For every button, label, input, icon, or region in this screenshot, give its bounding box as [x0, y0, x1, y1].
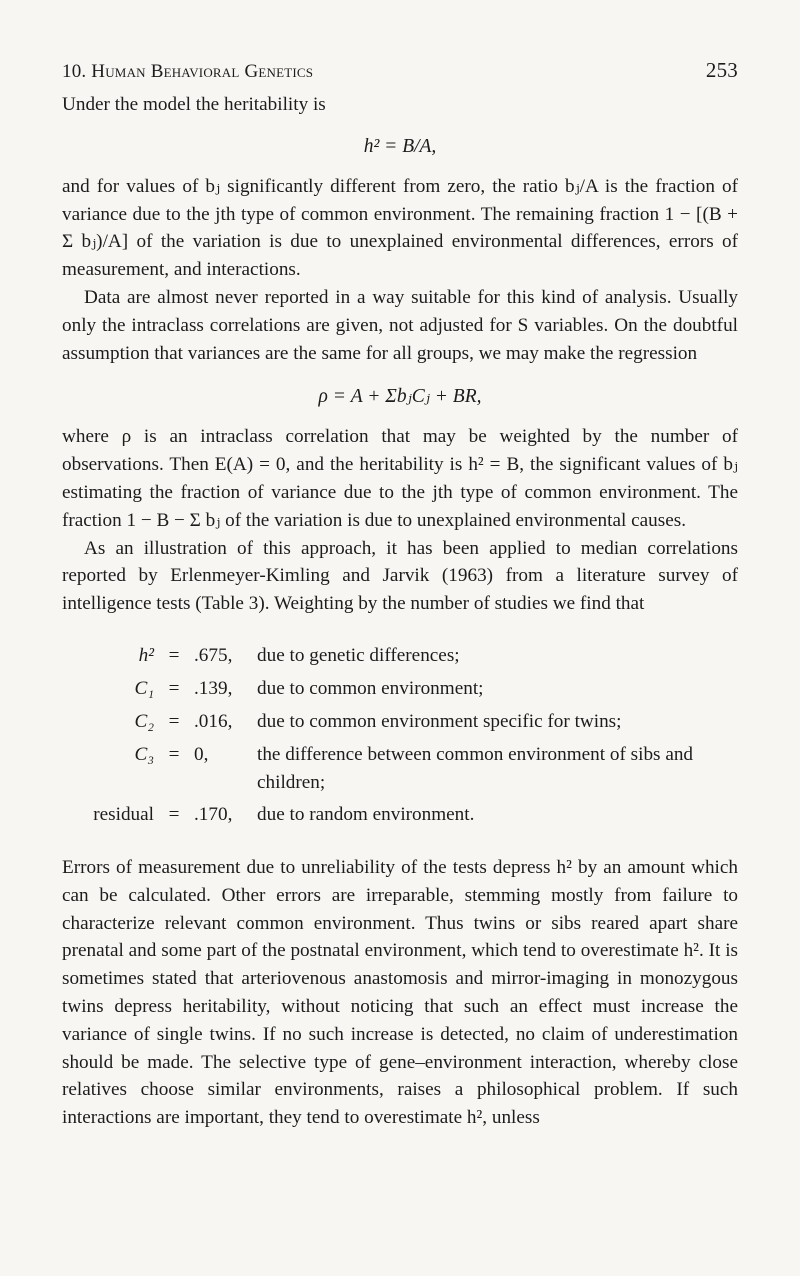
equals-sign: = — [168, 677, 180, 699]
regression-equation: ρ = A + ΣbⱼCⱼ + BR, — [318, 386, 482, 408]
result-value: .675, — [194, 644, 233, 666]
result-description: the difference between common environment of sibs and children; — [257, 743, 694, 793]
equals-sign: = — [168, 743, 180, 765]
result-row — [62, 642, 737, 675]
page-header — [62, 58, 738, 83]
result-description: due to common environment specific for twins; — [257, 710, 622, 732]
equals-sign: = — [168, 644, 180, 666]
result-value: 0, — [194, 743, 209, 765]
result-value: .139, — [194, 677, 233, 699]
paragraph-fraction-variance: and for values of bⱼ significantly different from zero, the ratio bⱼ/A is the fraction of variance due to the jth type of common environment. The remaining fraction 1 − [(B + Σ bⱼ)/A] of the variation is due to unexplained environmental differences, errors of measurement, and interactions. — [62, 175, 738, 281]
page-number: 253 — [705, 58, 738, 82]
result-label: residual — [93, 803, 154, 825]
intro-line: Under the model the heritability is — [62, 94, 326, 115]
result-description: due to common environment; — [257, 677, 484, 699]
equals-sign: = — [168, 710, 180, 732]
paragraph-errors-of-measurement: Errors of measurement due to unreliability of the tests depress h² by an amount which can be calculated. Other errors are irreparable, stemming mostly from failure to characterize relevant common environment. Thus twins or sibs reared apart share prenatal and some part of the postnatal environment, which tend to overestimate h². It is sometimes stated that arteriovenous anastomosis and mirror-imaging in monozygous twins depress heritability, without noticing that such an effect must increase the variance of single twins. If no such increase is detected, no claim of underestimation should be made. The selective type of gene–environment interaction, whereby close relatives choose similar environments, raises a philosophical problem. If such interactions are important, they tend to overestimate h², unless — [62, 856, 738, 1129]
result-description: due to random environment. — [257, 803, 475, 825]
result-value: .016, — [194, 710, 233, 732]
result-row — [62, 675, 737, 708]
result-row — [62, 741, 737, 801]
result-description: due to genetic differences; — [257, 644, 460, 666]
paragraph-data-reporting: Data are almost never reported in a way suitable for this kind of analysis. Usually only the intraclass correlations are given, not adjusted for S variables. On the doubtful assumption that variances are the same for all groups, we may make the regression — [62, 286, 738, 364]
result-label: C₃ — [134, 743, 154, 765]
heritability-equation: h² = B/A, — [363, 135, 437, 157]
results-list — [62, 642, 737, 834]
result-label: C₂ — [134, 710, 154, 732]
result-row — [62, 801, 737, 834]
paragraph-intraclass: where ρ is an intraclass correlation that may be weighted by the number of observations. Then E(A) = 0, and the heritability is h² = B, the significant values of bⱼ estimating the fraction of variance due to the jth type of common environment. The fraction 1 − B − Σ bⱼ of the variation is due to unexplained environmental causes. — [62, 426, 738, 531]
running-title: 10. Human Behavioral Genetics — [62, 61, 314, 82]
result-value: .170, — [194, 803, 233, 825]
result-label: C₁ — [134, 677, 154, 699]
equals-sign: = — [168, 803, 180, 825]
paragraph-illustration: As an illustration of this approach, it has been applied to median correlations reported by Erlenmeyer-Kimling and Jarvik (1963) from a literature survey of intelligence tests (Table 3). Weighting by the number of studies we find that — [62, 537, 738, 615]
result-label: h² — [138, 644, 154, 666]
result-row — [62, 708, 737, 741]
book-page — [62, 58, 738, 1132]
